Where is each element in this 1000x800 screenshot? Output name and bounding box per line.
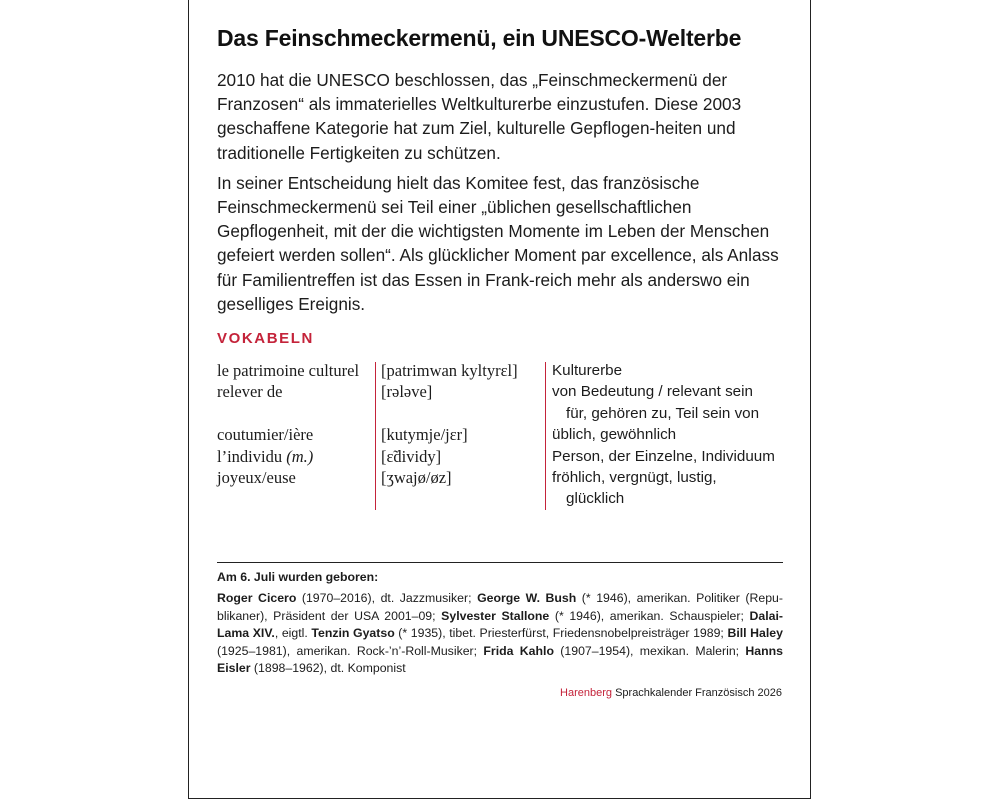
vocab-meaning: Person, der Einzelne, Individuum	[552, 447, 775, 465]
person-name: Frida Kahlo	[483, 643, 554, 658]
vocab-word: coutumier/ière	[217, 425, 314, 445]
vocab-divider-2	[545, 362, 546, 510]
births-list	[217, 590, 783, 677]
article	[217, 22, 787, 316]
person-name: George W. Bush	[477, 591, 577, 606]
vocab-word-row	[217, 446, 374, 467]
vocab-ipa: [kutymje/jɛr]	[381, 425, 468, 445]
vocab-word: relever de	[217, 382, 283, 402]
paragraph-1: 2010 hat die UNESCO beschlossen, das „Feinschmeckermenü der Franzosen“ als immaterielles Weltkulturerbe einzustufen. Diese 2003 geschaffene Kategorie hat zum Ziel, kulturelle Gepflogen-heiten und traditionelle Fertigkeiten zu schützen.	[217, 70, 742, 163]
vocab-meaning-continued: glücklich	[566, 490, 625, 508]
person-name: Roger Cicero	[217, 591, 297, 606]
births-heading: Am 6. Juli wurden geboren:	[217, 570, 379, 584]
vocab-meaning: fröhlich, vergnügt, lustig,	[552, 468, 717, 486]
footer-credit	[560, 687, 782, 699]
person-info: (* 1946), amerikan. Politiker (Repu-blikaner), Präsident der USA 2001–09;	[217, 591, 783, 623]
vocab-word: joyeux/euse	[217, 467, 296, 487]
vocab-ipa: [patrimwan kyltyrɛl]	[381, 361, 518, 380]
calendar-page	[188, 0, 811, 799]
person-name: Sylvester Stallone	[441, 608, 550, 623]
person-name: Dalai-Lama XIV.	[217, 608, 783, 641]
person-info: (* 1935), tibet. Priesterfürst, Friedensnobelpreisträger 1989;	[394, 626, 728, 641]
vocab-ipa: [rələve]	[381, 382, 433, 402]
vocab-ipa-column	[381, 360, 541, 488]
footer-brand: Harenberg	[560, 687, 613, 699]
births-section	[217, 569, 783, 677]
section-divider	[217, 562, 783, 563]
vocab-divider-1	[375, 362, 376, 510]
vocab-word: le patrimoine culturel	[217, 361, 360, 380]
paragraph-2: In seiner Entscheidung hielt das Komitee fest, das französische Feinschmeckermenü sei Teil einer „üblichen gesellschaftlichen Gepflogenheit, mit der die wichtigsten Momente im Leben der Menschen gefeiert werden sollen“. Als glücklicher Moment par excellence, als Anlass für Familientreffen ist das Essen in Frank-reich mehr als anderswo ein geselliges Ereignis.	[217, 172, 779, 314]
vocab-ipa: [ɛ̃dividy]	[381, 446, 442, 466]
vocab-meaning-continued: für, gehören zu, Teil sein von	[566, 404, 760, 422]
person-info: (1925–1981), amerikan. Rock-’n’-Roll-Musiker;	[217, 643, 484, 658]
vocab-table	[217, 360, 787, 510]
vocab-meaning: von Bedeutung / relevant sein	[552, 383, 753, 401]
person-name: Bill Haley	[727, 626, 783, 641]
vocab-meaning: üblich, gewöhnlich	[552, 426, 677, 444]
vocab-heading: VOKABELN	[217, 330, 314, 347]
vocab-meaning-column	[552, 360, 792, 510]
person-info: (1970–2016), dt. Jazzmusiker;	[296, 591, 478, 606]
person-info: (* 1946), amerikan. Schauspieler;	[549, 608, 750, 623]
vocab-word-note: (m.)	[286, 446, 314, 466]
vocab-words-column	[217, 360, 374, 488]
person-name: Hanns Eisler	[217, 643, 783, 676]
footer-text: Sprachkalender Französisch 2026	[612, 687, 782, 699]
vocab-ipa: [ʒwajø/øz]	[381, 467, 452, 487]
page-title: Das Feinschmeckermenü, ein UNESCO-Welterbe	[217, 25, 742, 51]
person-info: (1898–1962), dt. Komponist	[250, 661, 406, 676]
vocab-word: l’individu	[217, 446, 283, 466]
person-name: Tenzin Gyatso	[311, 626, 395, 641]
vocab-meaning: Kulturerbe	[552, 362, 623, 379]
person-info: (1907–1954), mexikan. Malerin;	[553, 643, 746, 658]
person-info: , eigtl.	[274, 626, 312, 641]
